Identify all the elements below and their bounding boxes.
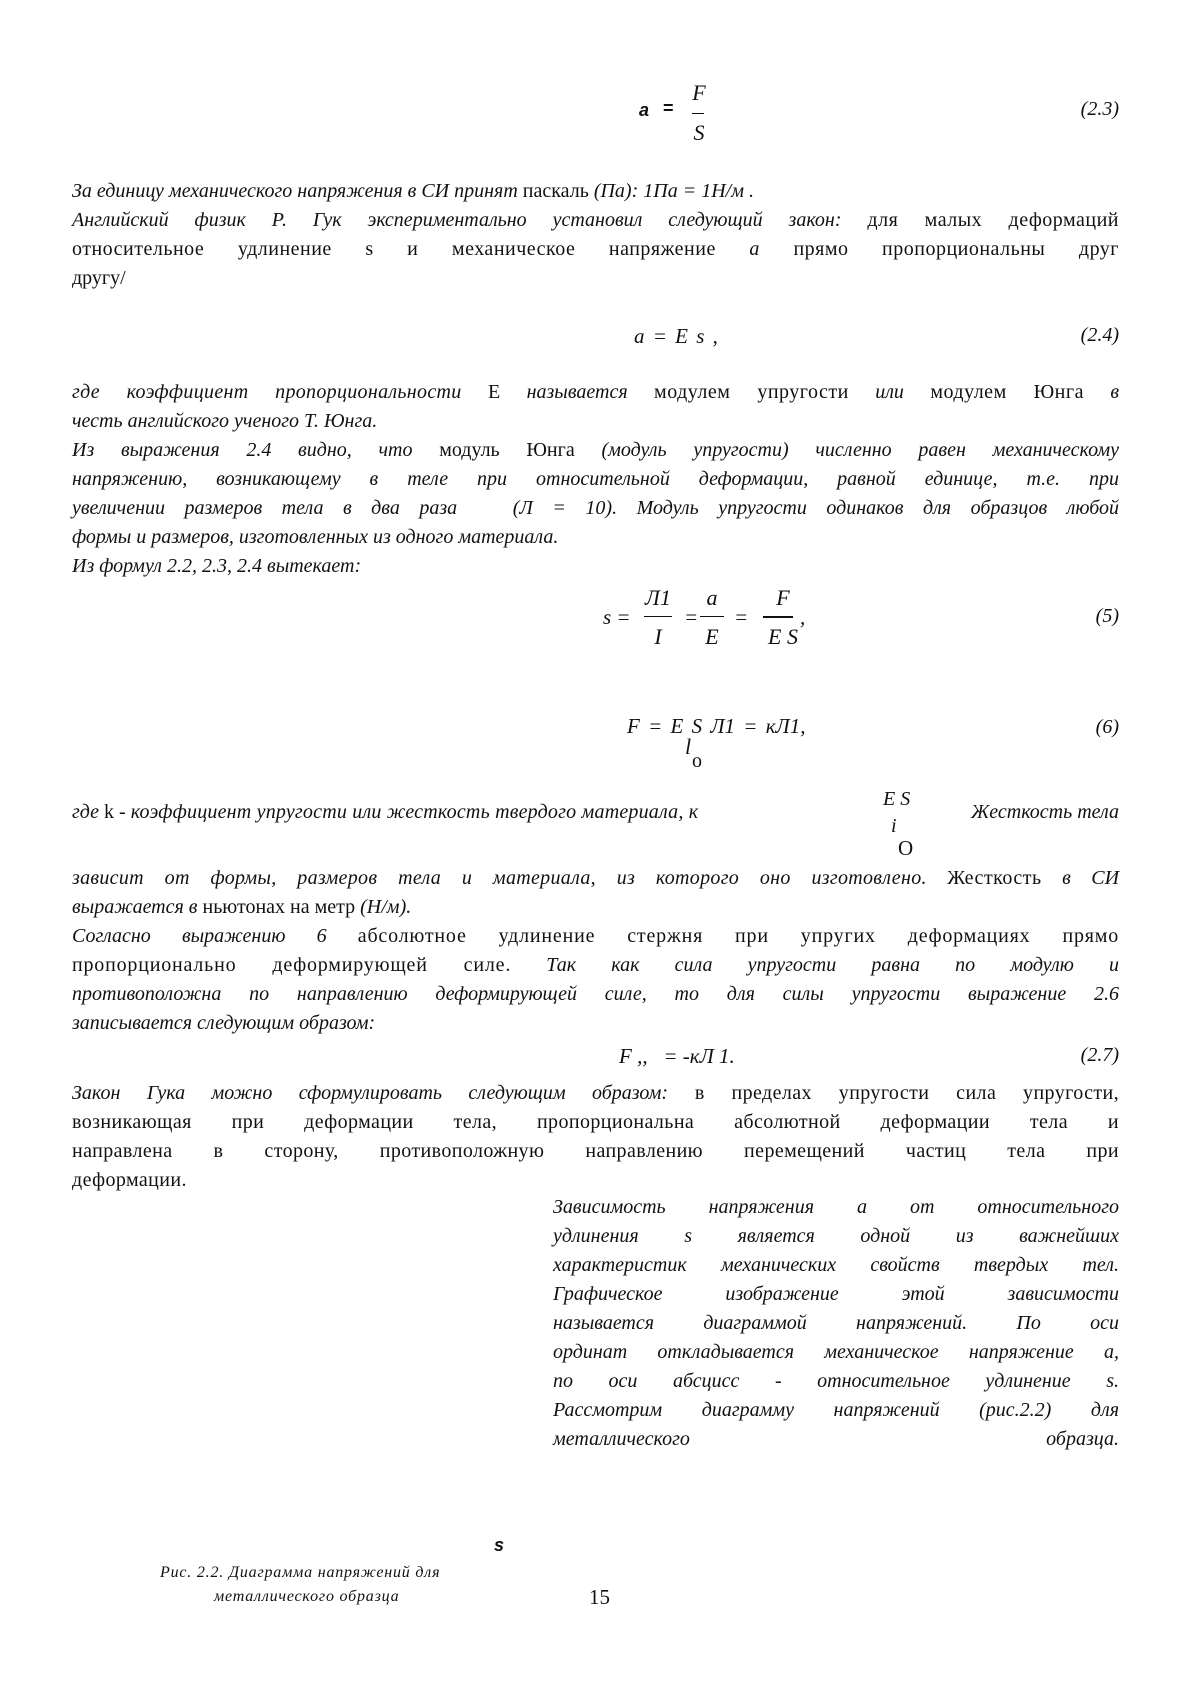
- eq6-body: F = E S Л1 = кЛ1,: [627, 714, 806, 738]
- stiff-text-1b: Жесткость: [947, 867, 1042, 889]
- stiff-text-1c: в СИ: [1062, 867, 1120, 889]
- figure-axis-label: s: [494, 1535, 505, 1555]
- page-number: 15: [589, 1585, 610, 1609]
- expr-text-2: напряжению, возникающему в теле при относительной деформации, равной единице, т.е. при: [72, 468, 1119, 490]
- right-line-9: металлического образца.: [553, 1428, 1119, 1450]
- hooke-text-1: Английский физик Р. Гук экспериментально установил следующий закон:: [72, 209, 842, 231]
- expr-text-1c: (модуль упругости) численно равен механическому: [601, 439, 1120, 461]
- unit-text-2: (Па): 1Па = 1Н/м .: [593, 180, 754, 202]
- eq27-body: F ,, = -кЛ 1.: [619, 1044, 735, 1068]
- eq6-number: (6): [1095, 716, 1119, 738]
- k-frac-num: E S: [883, 788, 911, 810]
- hooke-text-5: другу/: [72, 267, 126, 289]
- young-text-line2: честь английского ученого Т. Юнга.: [72, 410, 378, 432]
- stiff-text-2c: (Н/м).: [360, 896, 412, 918]
- abs-text-1c: абсолютное удлинение стержня при упругих деформациях прямо: [357, 925, 1120, 947]
- k-frac-i: i: [891, 815, 897, 837]
- eq23-equals: =: [663, 98, 674, 118]
- k-text-k: k -: [104, 801, 126, 823]
- eq27-number: (2.7): [1080, 1044, 1119, 1066]
- eq6-sub-l: l: [685, 734, 692, 759]
- abs-text-4: записывается следующим образом:: [72, 1012, 376, 1034]
- stiff-text-2b: ньютонах на метр: [202, 896, 356, 918]
- abs-text-2a: пропорционально деформирующей силе.: [72, 954, 512, 976]
- paragraph-young: [72, 378, 1119, 436]
- hooke-text-3: относительное удлинение s и механическое напряжение: [72, 238, 716, 260]
- expr-text-5: Из формул 2.2, 2.3, 2.4 вытекает:: [72, 555, 362, 577]
- eq5-tail: ,: [800, 605, 806, 629]
- eq24-number: (2.4): [1080, 324, 1119, 346]
- young-text-1: где коэффициент пропорциональности: [72, 381, 462, 403]
- paragraph-unit: [72, 177, 754, 206]
- stiff-text-2a: выражается в: [72, 896, 198, 918]
- paragraph-stiffness: [72, 864, 1119, 922]
- eq5-lhs: s =: [603, 605, 631, 629]
- k-text-3: Жесткость тела: [970, 801, 1119, 823]
- eq5-den-2: E: [705, 624, 719, 649]
- expr-text-4: формы и размеров, изготовленных из одного материала.: [72, 526, 559, 548]
- hooke-text-4: прямо пропорциональны друг: [793, 238, 1120, 260]
- law-text-4: деформации.: [72, 1169, 187, 1191]
- young-text-in: в: [1110, 381, 1120, 403]
- k-text-2: коэффициент упругости или жесткость твердого материала, к: [130, 801, 699, 823]
- right-line-8: Рассмотрим диаграмму напряжений (рис.2.2) для: [553, 1399, 1119, 1421]
- unit-text-1: За единицу механического напряжения в СИ принят: [72, 180, 518, 202]
- eq23-number: (2.3): [1080, 98, 1119, 120]
- eq5-eq-1: =: [684, 605, 699, 629]
- k-frac-o: O: [898, 836, 914, 860]
- abs-text-1a: Согласно выражению: [72, 925, 286, 947]
- eq23-fraction-bar: [692, 113, 704, 114]
- right-line-1: Зависимость напряжения a от относительного: [553, 1196, 1119, 1218]
- eq5-bar-3: [763, 616, 793, 618]
- eq5-bar-2: [700, 616, 724, 617]
- young-text-modulus: модулем упругости: [654, 381, 849, 403]
- abs-text-3: противоположна по направлению деформирующей силе, то для силы упругости выражение 2.6: [72, 983, 1119, 1005]
- young-text-E: Е: [487, 381, 501, 403]
- eq5-eq-2: =: [734, 605, 749, 629]
- expr-text-1a: Из выражения 2.4 видно, что: [72, 439, 413, 461]
- eq5-den-3: E S: [768, 624, 798, 649]
- paragraph-law: [72, 1079, 1119, 1195]
- figure-caption-line-1: Рис. 2.2. Диаграмма напряжений для: [160, 1564, 441, 1581]
- unit-text-pascal: паскаль: [522, 180, 589, 202]
- paragraph-absolute: [72, 922, 1119, 1038]
- eq5-den-1: I: [654, 624, 662, 649]
- paragraph-hooke: [72, 206, 1119, 293]
- abs-text-2b: Так как сила упругости равна по модулю и: [546, 954, 1120, 976]
- young-text-2: называется: [526, 381, 628, 403]
- right-line-4: Графическое изображение этой зависимости: [553, 1283, 1119, 1305]
- expr-text-3b: (Л = 10). Модуль упругости одинаков для образцов любой: [512, 497, 1120, 519]
- eq23-numerator: F: [692, 80, 706, 105]
- eq6-sub-o: о: [692, 750, 702, 772]
- expr-text-3a: увеличении размеров тела в два раза: [72, 497, 458, 519]
- expr-text-1b: модуль Юнга: [439, 439, 575, 461]
- paragraph-right-column: [553, 1193, 1119, 1454]
- right-line-2: удлинения s является одной из важнейших: [553, 1225, 1119, 1247]
- young-text-young: модулем Юнга: [930, 381, 1084, 403]
- k-text-1: где: [72, 801, 100, 823]
- law-text-3: направлена в сторону, противоположную направлению перемещений частиц тела при: [72, 1140, 1119, 1162]
- law-text-1b: в пределах упругости сила упругости,: [694, 1082, 1120, 1104]
- right-line-3: характеристик механических свойств твердых тел.: [553, 1254, 1119, 1276]
- paragraph-expression: [72, 436, 1119, 581]
- eq5-bar-1: [644, 616, 672, 617]
- hooke-text-a: a: [749, 238, 760, 260]
- eq5-num-2: a: [706, 585, 718, 610]
- eq24-body: a = E s ,: [634, 324, 718, 348]
- right-line-7: по оси абсцисс - относительное удлинение s.: [553, 1370, 1119, 1392]
- stiff-text-1a: зависит от формы, размеров тела и материала, из которого оно изготовлено.: [72, 867, 927, 889]
- eq5-num-1: Л1: [645, 585, 671, 610]
- figure-caption-line-2: металлического образца: [214, 1588, 400, 1605]
- right-line-6: ординат откладывается механическое напряжение а,: [553, 1341, 1119, 1363]
- hooke-text-2: для малых деформаций: [867, 209, 1120, 231]
- eq5-num-3: F: [776, 585, 790, 610]
- eq23-lhs: a: [639, 100, 650, 120]
- young-text-or: или: [875, 381, 904, 403]
- eq5-number: (5): [1095, 605, 1119, 627]
- abs-text-1b: 6: [316, 925, 327, 947]
- law-text-2: возникающая при деформации тела, пропорциональна абсолютной деформации тела и: [72, 1111, 1119, 1133]
- right-line-5: называется диаграммой напряжений. По оси: [553, 1312, 1119, 1334]
- law-text-1a: Закон Гука можно сформулировать следующим образом:: [72, 1082, 669, 1104]
- eq23-denominator: S: [693, 120, 705, 145]
